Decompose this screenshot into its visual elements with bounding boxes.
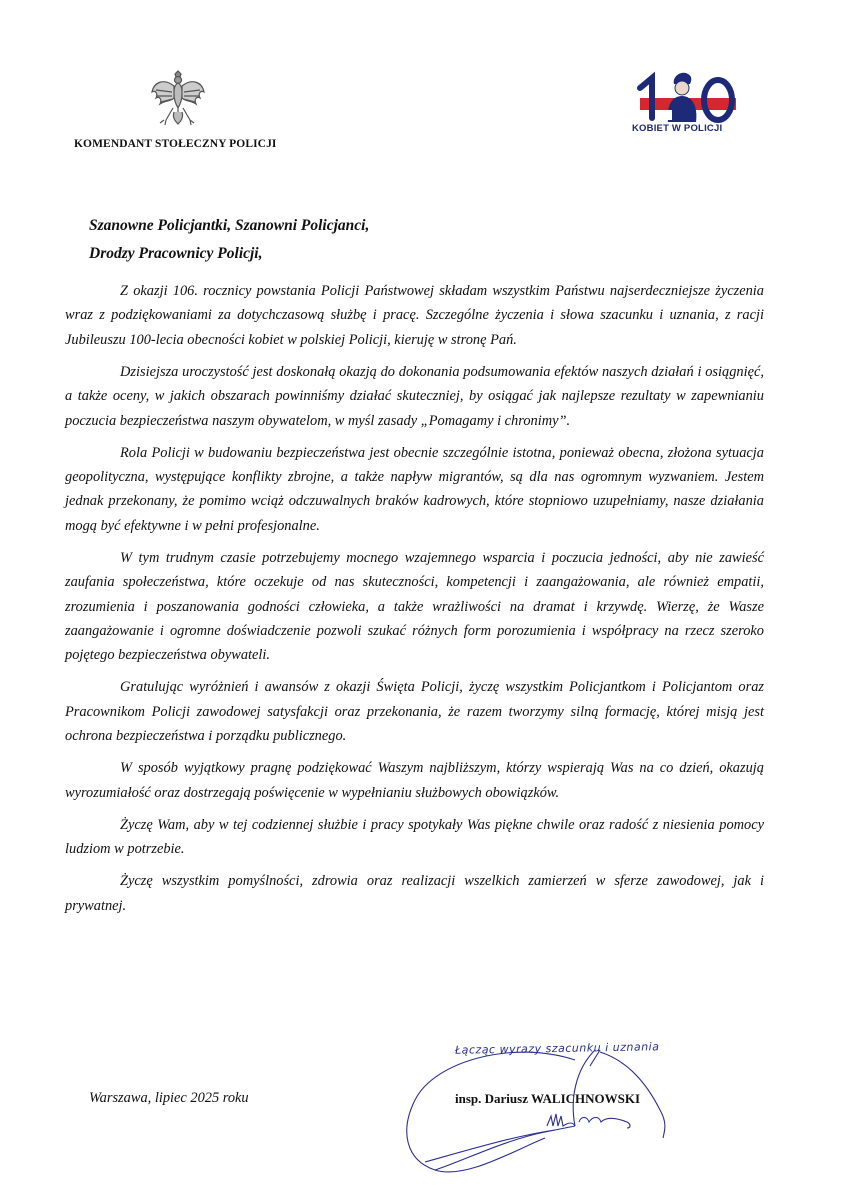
signer-name: insp. Dariusz WALICHNOWSKI	[455, 1091, 641, 1106]
body-paragraph: Gratulując wyróżnień i awansów z okazji Święta Policji, życzę wszystkim Policjantkom i Policjantom oraz Pracownikom Policji zawodowej satysfakcji oraz przekonania, że razem tworzymy silną formację, której misją jest ochrona bezpieczeństwa i porządku publicznego.	[65, 679, 764, 745]
body-paragraph: W tym trudnym czasie potrzebujemy mocnego wzajemnego wsparcia i poczucia jedności, aby nie zawieść zaufania społeczeństwa, które oczekuje od nas skuteczności, kompetencji i zaangażowania, ale również empatii, zrozumienia i poszanowania godności człowieka, a także wrażliwości na dramat i krzywdę. Wierzę, że Wasze zaangażowanie i ogromne doświadczenie pozwoli szukać różnych form porozumienia i współpracy na rzecz szeroko pojętego bezpieczeństwa obywateli.	[65, 549, 764, 664]
body-paragraph: W sposób wyjątkowy pragnę podziękować Waszym najbliższym, którzy wspierają Was na co dzień, okazują wyrozumiałość oraz dostrzegają poświęcenie w wypełnianiu służbowych obowiązków.	[65, 760, 764, 801]
salutation	[89, 212, 369, 268]
white-eagle-emblem-icon	[146, 68, 210, 132]
letter-body	[65, 279, 764, 926]
salutation-line: Szanowne Policjantki, Szanowni Policjanci,	[89, 217, 370, 234]
body-paragraph: Życzę Wam, aby w tej codziennej służbie i pracy spotykały Was piękne chwile oraz radość z niesienia pomocy ludziom w potrzebie.	[65, 816, 764, 858]
handwritten-closing-note: Łącząc wyrazy szacunku i uznania	[454, 1040, 660, 1057]
place-and-date: Warszawa, lipiec 2025 roku	[89, 1090, 249, 1106]
salutation-line: Drodzy Pracownicy Policji,	[89, 245, 263, 262]
body-paragraph: Rola Policji w budowaniu bezpieczeństwa jest obecnie szczególnie istotna, ponieważ obecna, złożona sytuacja geopolityczna, występujące konflikty zbrojne, a także napływ migrantów, są dla nas ogromnym wyzwaniem. Jestem jednak przekonany, że pomimo wciąż odczuwalnych braków kadrowych, które stopniowo uzupełniamy, nasze działania mogą być efektywne i w pełni profesjonalne.	[65, 444, 764, 534]
anniversary-logo-caption: KOBIET W POLICJI	[632, 123, 723, 134]
body-paragraph: Życzę wszystkim pomyślności, zdrowia oraz realizacji wszelkich zamierzeń w sferze zawodowej, jak i prywatnej.	[65, 873, 764, 914]
body-paragraph: Z okazji 106. rocznicy powstania Policji Państwowej składam wszystkim Państwu najserdeczniejsze życzenia wraz z podziękowaniami za dotychczasową służbę i pracę. Szczególne życzenia i słowa szacunku i uznania, z racji Jubileuszu 100-lecia obecności kobiet w polskiej Policji, kieruję w stronę Pań.	[65, 283, 764, 348]
body-paragraph: Dzisiejsza uroczystość jest doskonałą okazją do dokonania podsumowania efektów naszych działań i osiągnięć, a także oceny, w jakich obszarach powinniśmy działać skuteczniej, by osiągać jak najlepsze rezultaty w zapewnianiu poczucia bezpieczeństwa naszym obywatelom, w myśl zasady „Pomagamy i chronimy”.	[65, 363, 764, 429]
organization-name: KOMENDANT STOŁECZNY POLICJI	[74, 138, 277, 150]
